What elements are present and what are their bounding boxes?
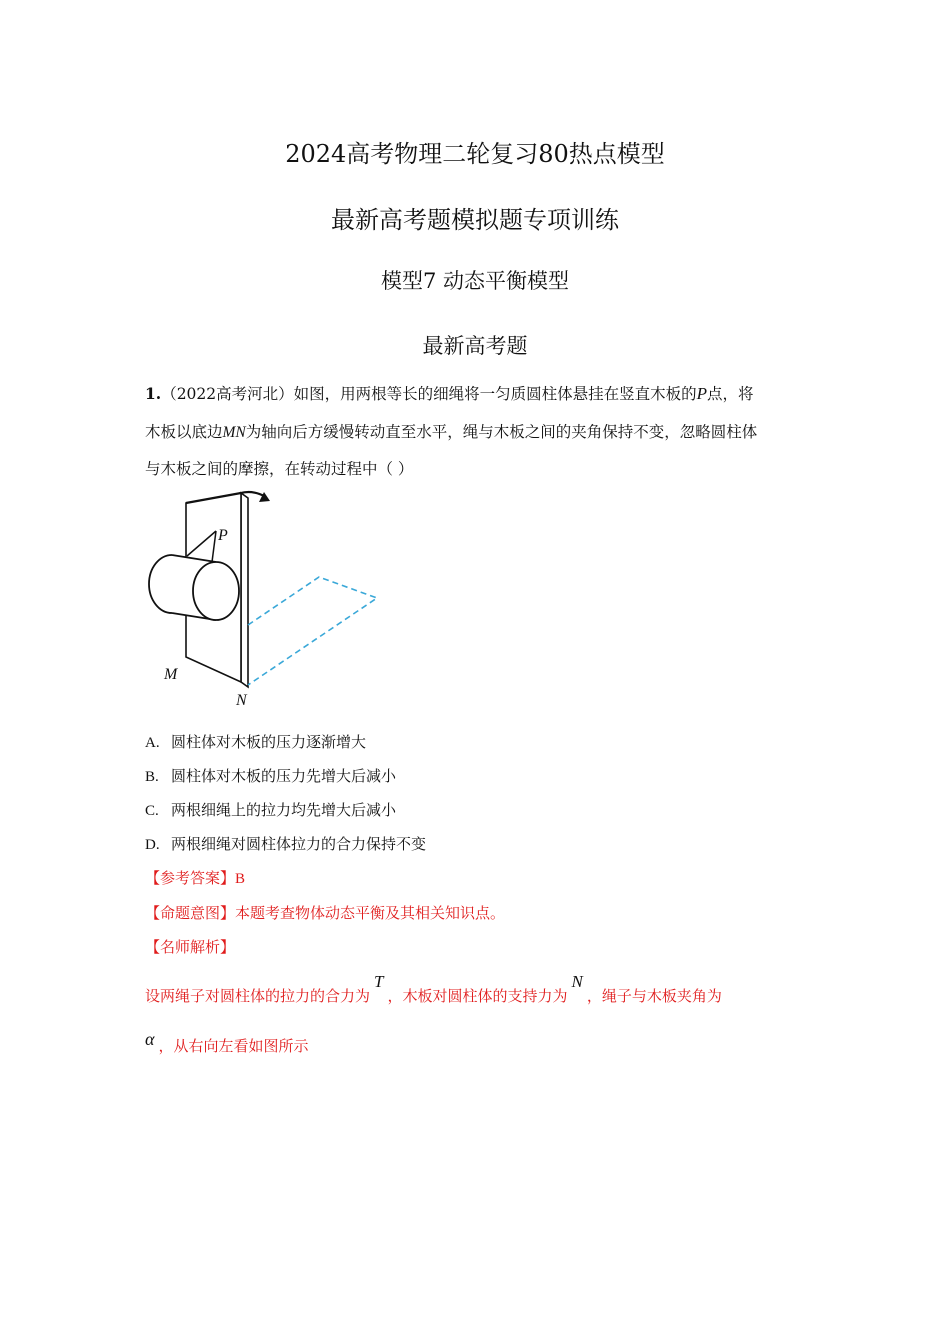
- analysis-text-2: ，木板对圆柱体的支持力为: [387, 987, 568, 1005]
- figure-label-p: P: [218, 527, 228, 544]
- cylinder-front-end: [193, 562, 239, 620]
- option-a-label: A.: [145, 735, 160, 751]
- analysis-heading: 【名师解析】: [145, 938, 236, 956]
- option-b-text: 圆柱体对木板的压力先增大后减小: [171, 767, 397, 785]
- symbol-n: N: [571, 972, 583, 991]
- document-title: 2024高考物理二轮复习80热点模型: [285, 140, 665, 168]
- question-line-2: [145, 420, 757, 442]
- board-side: [241, 493, 248, 687]
- option-a-text: 圆柱体对木板的压力逐渐增大: [171, 733, 367, 751]
- analysis-text-3: ，绳子与木板夹角为: [586, 987, 722, 1005]
- question-number: 1.: [145, 384, 162, 403]
- question-text-1: 如图，用两根等长的细绳将一匀质圆柱体悬挂在竖直木板的: [293, 385, 697, 403]
- intent-text: 本题考查物体动态平衡及其相关知识点。: [235, 904, 506, 922]
- intent-line: [145, 902, 505, 923]
- figure-label-n: N: [236, 692, 247, 709]
- option-d: [145, 833, 426, 854]
- symbol-alpha: α: [145, 1029, 155, 1049]
- model-title: 模型7 动态平衡模型: [380, 269, 570, 293]
- question-line-1: [145, 382, 754, 404]
- figure-label-m: M: [164, 666, 178, 683]
- document-subtitle: 最新高考题模拟题专项训练: [331, 206, 619, 234]
- question-figure: [140, 485, 390, 710]
- dashed-board-outline: [248, 577, 377, 685]
- section-title: 最新高考题: [422, 334, 528, 358]
- intent-label: 【命题意图】: [145, 904, 236, 922]
- question-text-1-end: 点，将: [707, 385, 754, 403]
- option-d-label: D.: [145, 837, 160, 853]
- analysis-line-1: [145, 972, 722, 1006]
- option-d-text: 两根细绳对圆柱体拉力的合力保持不变: [171, 835, 427, 853]
- point-p-label: P: [696, 384, 708, 403]
- option-c: [145, 799, 396, 820]
- analysis-text-1: 设两绳子对圆柱体的拉力的合力为: [145, 987, 371, 1005]
- edge-mn-label: MN: [222, 424, 246, 441]
- answer-value: B: [235, 871, 246, 887]
- question-source: （2022高考河北）: [161, 385, 294, 403]
- answer-label: 【参考答案】: [145, 869, 236, 887]
- option-b-label: B.: [145, 769, 159, 785]
- option-b: [145, 765, 396, 786]
- option-a: [145, 731, 366, 752]
- option-c-text: 两根细绳上的拉力均先增大后减小: [171, 801, 397, 819]
- answer-line: [145, 867, 245, 888]
- question-text-2-end: 为轴向后方缓慢转动直至水平，绳与木板之间的夹角保持不变，忽略圆柱体: [245, 423, 758, 441]
- symbol-t: T: [374, 972, 384, 991]
- option-c-label: C.: [145, 803, 159, 819]
- analysis-text-4: ，从右向左看如图所示: [158, 1037, 309, 1055]
- analysis-line-2: [145, 1029, 309, 1056]
- question-line-3: 与木板之间的摩擦，在转动过程中（ ）: [145, 460, 414, 478]
- question-text-2-start: 木板以底边: [145, 423, 223, 441]
